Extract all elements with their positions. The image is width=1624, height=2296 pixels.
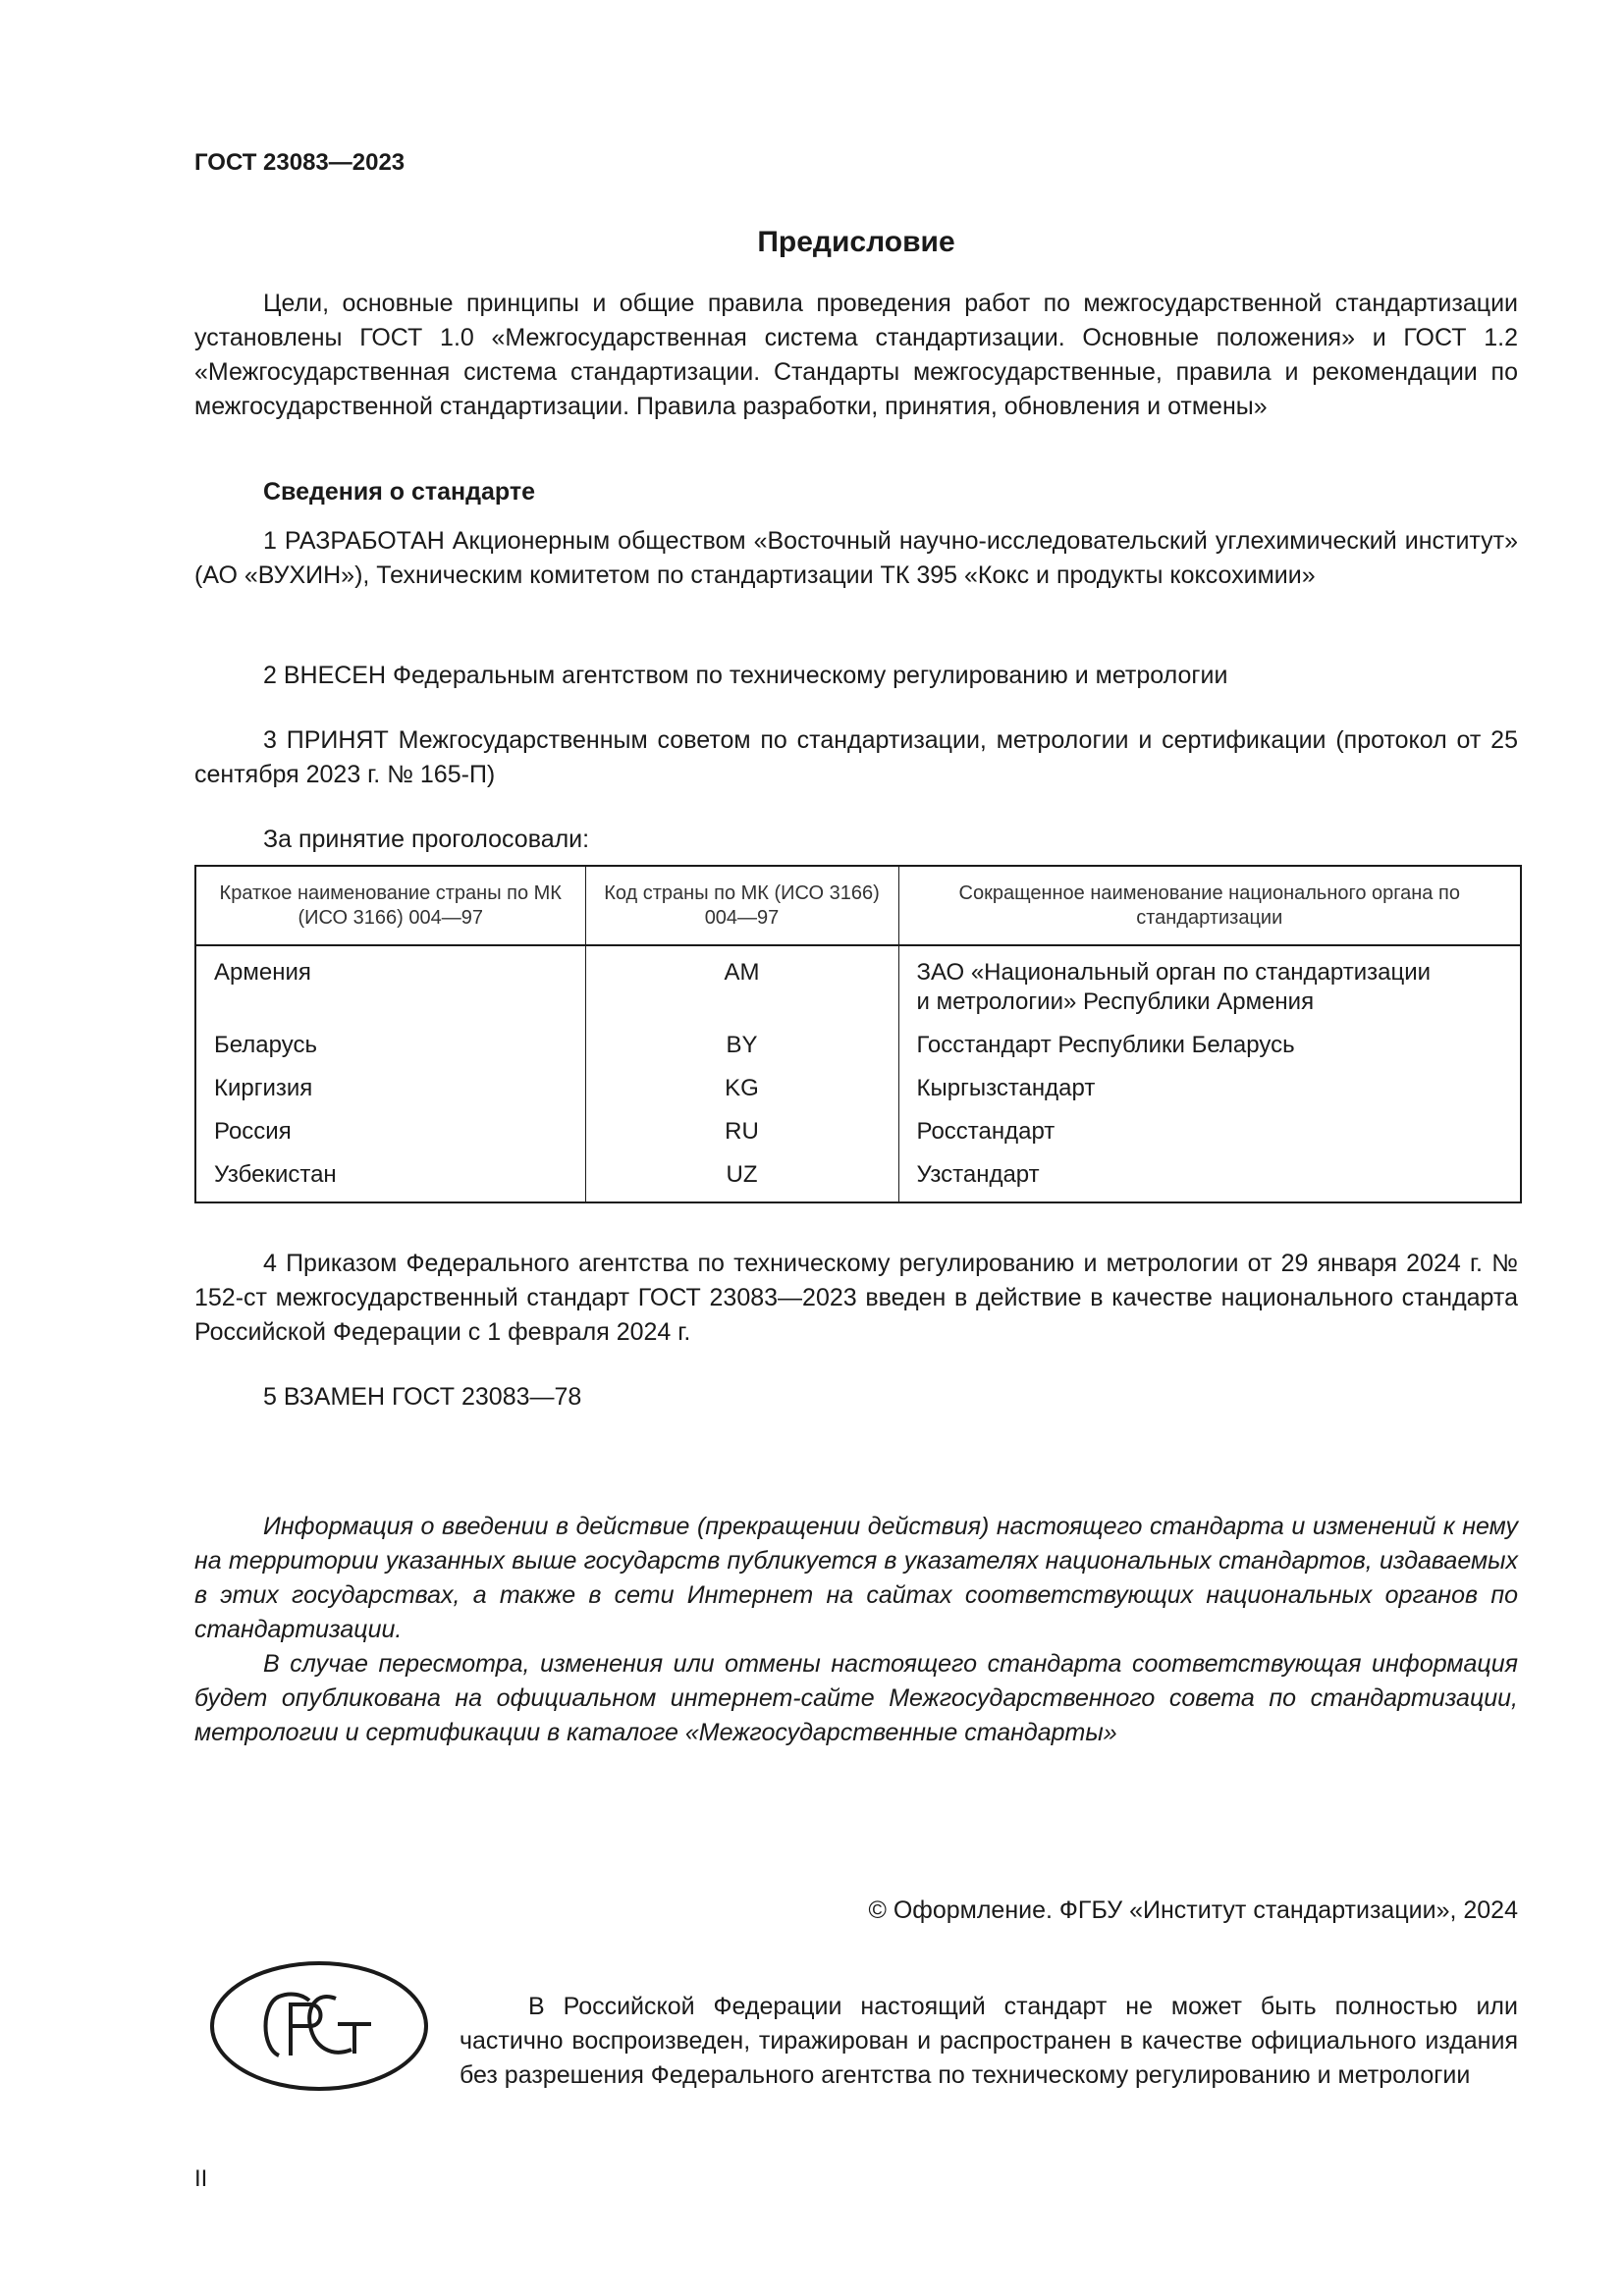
legal-notice: В Российской Федерации настоящий стандарт не может быть полностью или частично воспроизведен, тиражирован и распространен в качестве официального издания без разрешения Федерального агентства по техническому регулированию и метрологии <box>460 1993 1518 2089</box>
voted-label: За принятие проголосовали: <box>263 826 590 853</box>
table-row <box>195 1110 1521 1153</box>
document-header: ГОСТ 23083—2023 <box>194 149 406 176</box>
country-cell: Беларусь <box>195 1024 585 1067</box>
rst-logo-icon <box>208 1959 430 2098</box>
country-cell: Киргизия <box>195 1067 585 1110</box>
copyright: © Оформление. ФГБУ «Институт стандартизации», 2024 <box>868 1896 1518 1924</box>
section-title: Сведения о стандарте <box>263 478 536 506</box>
code-cell: AM <box>585 945 898 1024</box>
item-1: 1 РАЗРАБОТАН Акционерным обществом «Восточный научно-исследовательский углехимический институт» (АО «ВУХИН»), Техническим комитетом по стандартизации ТК 395 «Кокс и продукты коксохимии» <box>194 527 1518 589</box>
code-cell: RU <box>585 1110 898 1153</box>
code-cell: KG <box>585 1067 898 1110</box>
country-cell: Армения <box>195 945 585 1024</box>
body-cell: ЗАО «Национальный орган по стандартизации и метрологии» Республики Армения <box>916 959 1432 1015</box>
table-header-row <box>195 866 1521 945</box>
table-header-code: Код страны по МК (ИСО 3166) 004—97 <box>585 866 898 945</box>
country-cell: Узбекистан <box>195 1153 585 1202</box>
table-row <box>195 1153 1521 1202</box>
item-2: 2 ВНЕСЕН Федеральным агентством по техническому регулированию и метрологии <box>263 662 1228 689</box>
table-row <box>195 1024 1521 1067</box>
body-cell: Госстандарт Республики Беларусь <box>916 1032 1295 1058</box>
voting-table <box>194 865 1522 1203</box>
item-4: 4 Приказом Федерального агентства по техническому регулированию и метрологии от 29 января 2024 г. № 152-ст межгосударственный стандарт ГОСТ 23083—2023 введен в действие в качестве национального стандарта Российской Федерации с 1 февраля 2024 г. <box>194 1250 1518 1346</box>
code-cell: BY <box>585 1024 898 1067</box>
body-cell: Росстандарт <box>916 1118 1056 1145</box>
item-3: 3 ПРИНЯТ Межгосударственным советом по стандартизации, метрологии и сертификации (протокол от 25 сентября 2023 г. № 165-П) <box>194 726 1518 788</box>
info-paragraph-2: В случае пересмотра, изменения или отмены настоящего стандарта соответствующая информация будет опубликована на официальном интернет-сайте Межгосударственного совета по стандартизации, метрологии и сертификации в каталоге «Межгосударственные стандарты» <box>194 1650 1518 1746</box>
item-5: 5 ВЗАМЕН ГОСТ 23083—78 <box>263 1383 582 1411</box>
table-row <box>195 1067 1521 1110</box>
table-header-body: Сокращенное наименование национального органа по стандартизации <box>898 866 1521 945</box>
country-cell: Россия <box>195 1110 585 1153</box>
body-cell: Кыргызстандарт <box>916 1075 1096 1101</box>
intro-paragraph: Цели, основные принципы и общие правила проведения работ по межгосударственной стандартизации установлены ГОСТ 1.0 «Межгосударственная система стандартизации. Основные положения» и ГОСТ 1.2 «Межгосударственная система стандартизации. Стандарты межгосударственные, правила и рекомендации по межгосударственной стандартизации. Правила разработки, принятия, обновления и отмены» <box>194 290 1518 420</box>
body-cell: Узстандарт <box>916 1161 1040 1188</box>
page-title: Предисловие <box>757 226 955 258</box>
code-cell: UZ <box>585 1153 898 1202</box>
table-row <box>195 945 1521 1024</box>
info-paragraph-1: Информация о введении в действие (прекращении действия) настоящего стандарта и изменений к нему на территории указанных выше государств публикуется в указателях национальных стандартов, издаваемых в этих государствах, а также в сети Интернет на сайтах соответствующих национальных органов по стандартизации. <box>194 1513 1518 1643</box>
page-number: II <box>194 2165 208 2192</box>
table-header-country: Краткое наименование страны по МК (ИСО 3166) 004—97 <box>195 866 585 945</box>
